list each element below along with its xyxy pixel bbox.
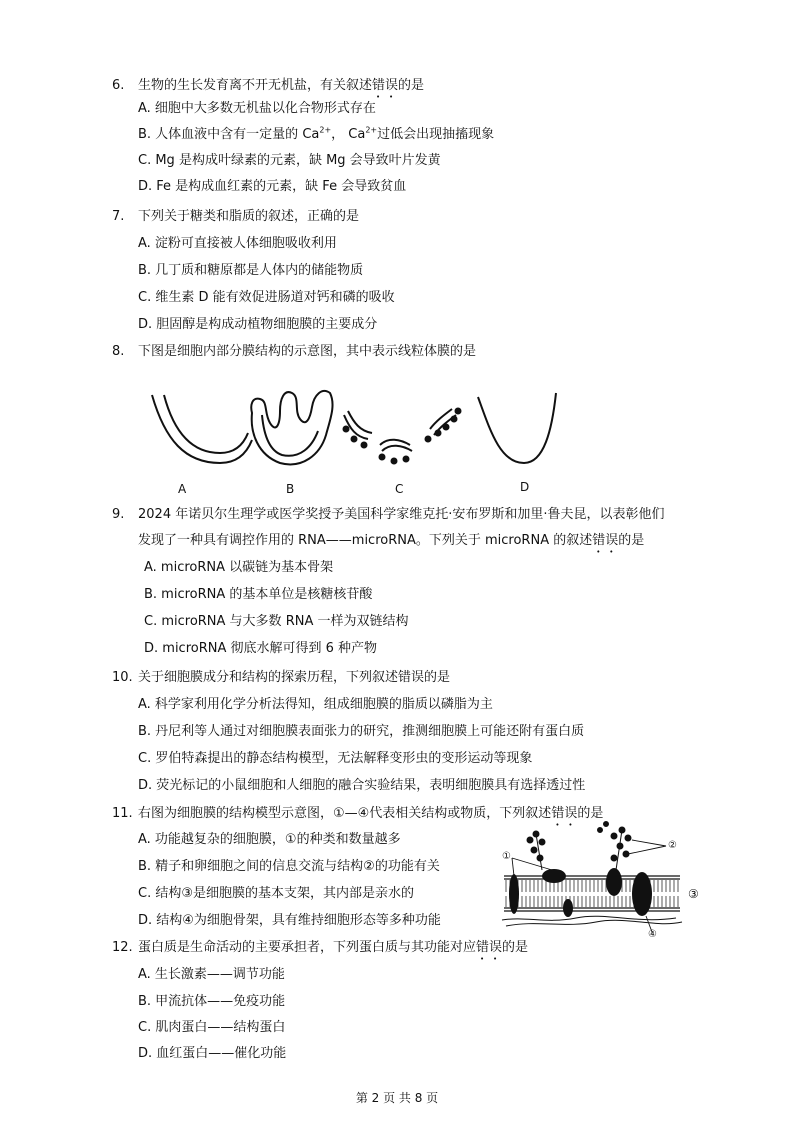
phospholipid-tails (506, 880, 678, 907)
q9-option-d: D. microRNA 彻底水解可得到 6 种产物 (144, 641, 378, 656)
q11-option-a: A. 功能越复杂的细胞膜，①的种类和数量越多 (138, 832, 401, 847)
q11-option-c: C. 结构③是细胞膜的基本支架，其内部是亲水的 (138, 886, 414, 901)
q11-option-d: D. 结构④为细胞骨架，具有维持细胞形态等多种功能 (138, 913, 441, 928)
cell-membrane-figure (496, 824, 696, 944)
q10-option-d: D. 荧光标记的小鼠细胞和人细胞的融合实验结果，表明细胞膜具有选择透过性 (138, 778, 586, 793)
cell-figure-label-3: ③ (688, 887, 699, 901)
q9-number: 9. (112, 507, 125, 522)
q6-number: 6. (112, 78, 125, 93)
q12-number: 12. (112, 940, 133, 955)
q12-stem: 蛋白质是生命活动的主要承担者，下列蛋白质与其功能对应错误的是 (138, 940, 529, 955)
figure-label-b: B (286, 482, 295, 496)
figure-d-single-membrane (478, 393, 556, 463)
cell-figure-label-2: ② (668, 840, 677, 851)
q10-option-a: A. 科学家利用化学分析法得知，组成细胞膜的脂质以磷脂为主 (138, 697, 493, 712)
q6-option-c: C. Mg 是构成叶绿素的元素，缺 Mg 会导致叶片发黄 (138, 153, 441, 168)
cytoskeleton-fibers (502, 916, 682, 926)
q11-stem: 右图为细胞膜的结构模型示意图，①—④代表相关结构或物质，下列叙述错误的是 (138, 806, 604, 821)
q9-stem-line1: 2024 年诺贝尔生理学或医学奖授予美国科学家维克托·安布罗斯和加里·鲁夫昆，以表彰他们 (138, 507, 665, 522)
page-footer: 第 2 页 共 8 页 (355, 1091, 439, 1105)
q7-stem: 下列关于糖类和脂质的叙述，正确的是 (138, 209, 360, 224)
q9-option-a: A. microRNA 以碳链为基本骨架 (144, 560, 334, 575)
q12-option-b: B. 甲流抗体——免疫功能 (138, 994, 286, 1009)
figure-b-folded-membrane (251, 391, 332, 464)
figure-label-c: C (395, 482, 404, 496)
membrane-figure (140, 385, 580, 485)
q11-number: 11. (112, 806, 133, 821)
figure-label-a: A (178, 482, 187, 496)
q7-option-c: C. 维生素 D 能有效促进肠道对钙和磷的吸收 (138, 290, 395, 305)
q9-option-c: C. microRNA 与大多数 RNA 一样为双链结构 (144, 614, 409, 629)
q12-option-d: D. 血红蛋白——催化功能 (138, 1046, 287, 1061)
q10-option-b: B. 丹尼利等人通过对细胞膜表面张力的研究，推测细胞膜上可能还附有蛋白质 (138, 724, 585, 739)
q6-stem: 生物的生长发育离不开无机盐，有关叙述错误的是 (138, 78, 425, 93)
q8-number: 8. (112, 344, 125, 359)
q7-option-b: B. 几丁质和糖原都是人体内的储能物质 (138, 263, 364, 278)
q9-option-b: B. microRNA 的基本单位是核糖核苷酸 (144, 587, 373, 602)
cell-figure-label-4: ④ (648, 929, 657, 940)
q12-option-a: A. 生长激素——调节功能 (138, 967, 285, 982)
q10-number: 10. (112, 670, 133, 685)
membrane-proteins (509, 868, 652, 917)
q6-option-a: A. 细胞中大多数无机盐以化合物形式存在 (138, 101, 376, 116)
cell-figure-label-1: ① (502, 851, 511, 862)
q12-option-c: C. 肌肉蛋白——结构蛋白 (138, 1020, 286, 1035)
q7-option-a: A. 淀粉可直接被人体细胞吸收利用 (138, 236, 337, 251)
figure-a-double-membrane (152, 395, 252, 463)
q11-option-b: B. 精子和卵细胞之间的信息交流与结构②的功能有关 (138, 859, 440, 874)
q8-stem: 下图是细胞内部分膜结构的示意图，其中表示线粒体膜的是 (138, 344, 477, 359)
q7-option-d: D. 胆固醇是构成动植物细胞膜的主要成分 (138, 317, 378, 332)
figure-label-d: D (520, 480, 530, 494)
q10-stem: 关于细胞膜成分和结构的探索历程，下列叙述错误的是 (138, 670, 451, 685)
q9-stem-line2: 发现了一种具有调控作用的 RNA——microRNA。下列关于 microRNA 的叙述错误的是 (138, 533, 645, 548)
glycoprotein-chains (527, 822, 631, 871)
q6-option-b: B. 人体血液中含有一定量的 $Ca^{2+}$， $Ca^{2+}$过低会出现抽搐现象 (138, 125, 495, 142)
q10-option-c: C. 罗伯特森提出的静态结构模型，无法解释变形虫的变形运动等现象 (138, 751, 533, 766)
q7-number: 7. (112, 209, 125, 224)
q6-option-d: D. Fe 是构成血红素的元素，缺 Fe 会导致贫血 (138, 179, 407, 194)
